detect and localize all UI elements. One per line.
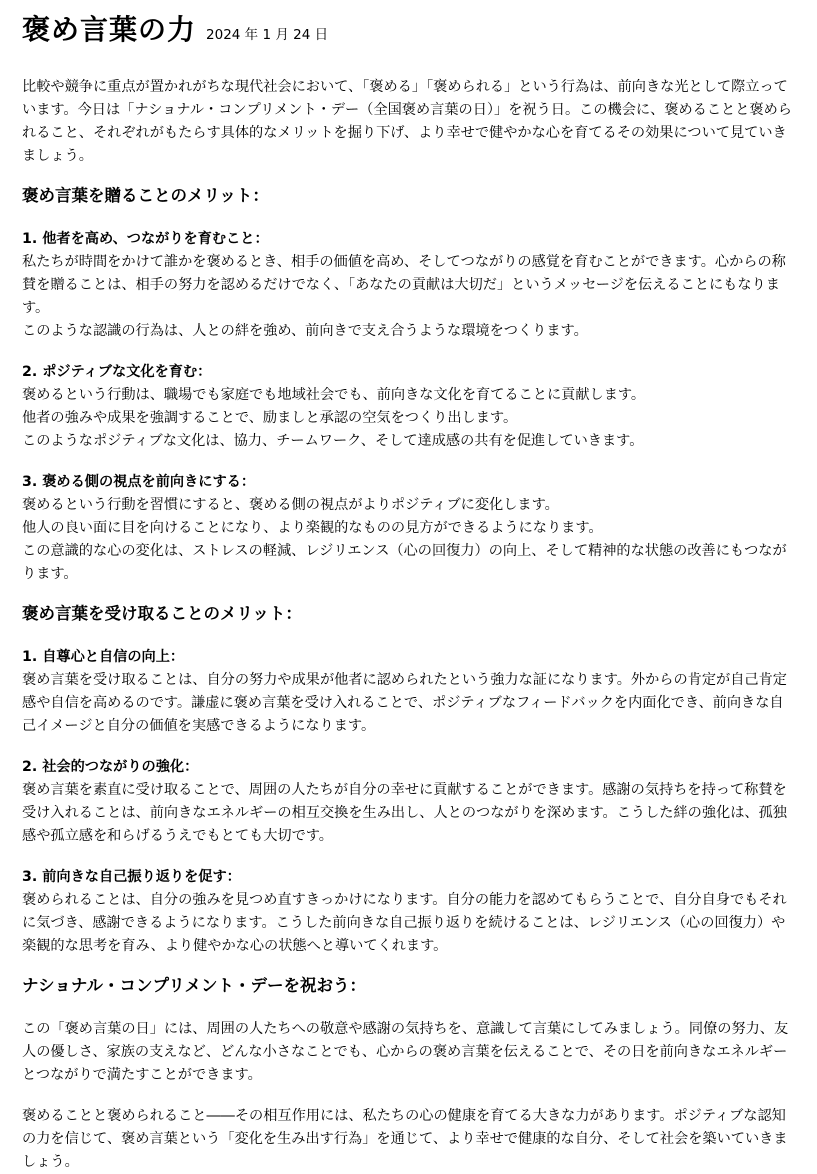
item-title: 3. 褒める側の視点を前向きにする： <box>22 474 256 490</box>
list-item <box>22 471 797 586</box>
celebrate-paragraph: この「褒め言葉の日」には、周囲の人たちへの敬意や感謝の気持ちを、意識して言葉にしてみましょう。同僚の努力、友人の優しさ、家族の支えなど、どんな小さなことでも、心からの褒め言葉を伝えることで、その日を前向きなエネルギーとつながりで満たすことができます。 <box>22 1021 789 1083</box>
section-receiving <box>22 600 797 958</box>
section-heading: 褒め言葉を受け取ることのメリット： <box>22 604 302 623</box>
section-heading: 褒め言葉を贈ることのメリット： <box>22 186 269 205</box>
title-row <box>22 8 797 54</box>
item-paragraph: このような認識の行為は、人との絆を強め、前向きで支え合うような環境をつくります。 <box>22 323 588 339</box>
intro-paragraph: 比較や競争に重点が置かれがちな現代社会において、「褒める」「褒められる」という行為は、前向きな光として際立っています。今日は「ナショナル・コンプリメント・デー（全国褒め言葉の日）」を祝う日。この機会に、褒めることと褒められること、それぞれがもたらす具体的なメリットを掘り下げ、より幸せで健やかな心を育てるその効果について見ていきましょう。 <box>22 79 792 164</box>
item-title: 2. ポジティブな文化を育む： <box>22 364 212 380</box>
item-paragraph: 私たちが時間をかけて誰かを褒めるとき、相手の価値を高め、そしてつながりの感覚を育むことができます。心からの称賛を贈ることは、相手の努力を認めるだけでなく、「あなたの貢献は大切だ」というメッセージを伝えることにもなります。 <box>22 254 786 316</box>
item-paragraph: この意識的な心の変化は、ストレスの軽減、レジリエンス（心の回復力）の向上、そして精神的な状態の改善にもつながります。 <box>22 543 787 582</box>
item-paragraph: 褒めるという行動を習慣にすると、褒める側の視点がよりポジティブに変化します。 <box>22 497 559 513</box>
list-item <box>22 228 797 343</box>
item-title: 1. 他者を高め、つながりを育むこと： <box>22 231 269 247</box>
item-paragraph: 褒められることは、自分の強みを見つめ直すきっかけになります。自分の能力を認めてもらうことで、自分自身でもそれに気づき、感謝できるようになります。こうした前向きな自己振り返りを続けることは、レジリエンス（心の回復力）や楽観的な思考を育み、より健やかな心の状態へと導いてくれます。 <box>22 892 787 954</box>
section-giving <box>22 182 797 586</box>
section-heading: ナショナル・コンプリメント・デーを祝おう： <box>22 976 367 995</box>
item-paragraph: このようなポジティブな文化は、協力、チームワーク、そして達成感の共有を促進していきます。 <box>22 433 644 449</box>
publish-date: 2024 年 1 月 24 日 <box>206 27 329 43</box>
list-item <box>22 361 797 453</box>
list-item <box>22 756 797 848</box>
item-paragraph: 褒め言葉を素直に受け取ることで、周囲の人たちが自分の幸せに貢献することができます。感謝の気持ちを持って称賛を受け入れることは、前向きなエネルギーの相互交換を生み出し、人とのつながりを深めます。こうした絆の強化は、孤独感や孤立感を和らげるうえでもとても大切です。 <box>22 782 787 844</box>
page-title: 褒め言葉の力 <box>22 13 197 46</box>
item-title: 2. 社会的つながりの強化： <box>22 759 199 775</box>
item-paragraph: 他人の良い面に目を向けることになり、より楽観的なものの見方ができるようになります。 <box>22 520 603 536</box>
item-paragraph: 他者の強みや成果を強調することで、励ましと承認の空気をつくり出します。 <box>22 410 518 426</box>
item-title: 1. 自尊心と自信の向上： <box>22 649 185 665</box>
closing-paragraph: 褒めることと褒められること――その相互作用には、私たちの心の健康を育てる大きな力があります。ポジティブな認知の力を信じて、褒め言葉という「変化を生み出す行為」を通じて、より幸せで健康的な自分、そして社会を築いていきましょう。 <box>22 1108 788 1170</box>
item-paragraph: 褒めるという行動は、職場でも家庭でも地域社会でも、前向きな文化を育てることに貢献します。 <box>22 387 646 403</box>
item-title: 3. 前向きな自己振り返りを促す： <box>22 869 241 885</box>
list-item <box>22 646 797 738</box>
section-celebrate <box>22 972 797 1174</box>
list-item <box>22 866 797 958</box>
item-paragraph: 褒め言葉を受け取ることは、自分の努力や成果が他者に認められたという強力な証になります。外からの肯定が自己肯定感や自信を高めるのです。謙虚に褒め言葉を受け入れることで、ポジティブなフィードバックを内面化でき、前向きな自己イメージと自分の価値を実感できるようになります。 <box>22 672 787 734</box>
